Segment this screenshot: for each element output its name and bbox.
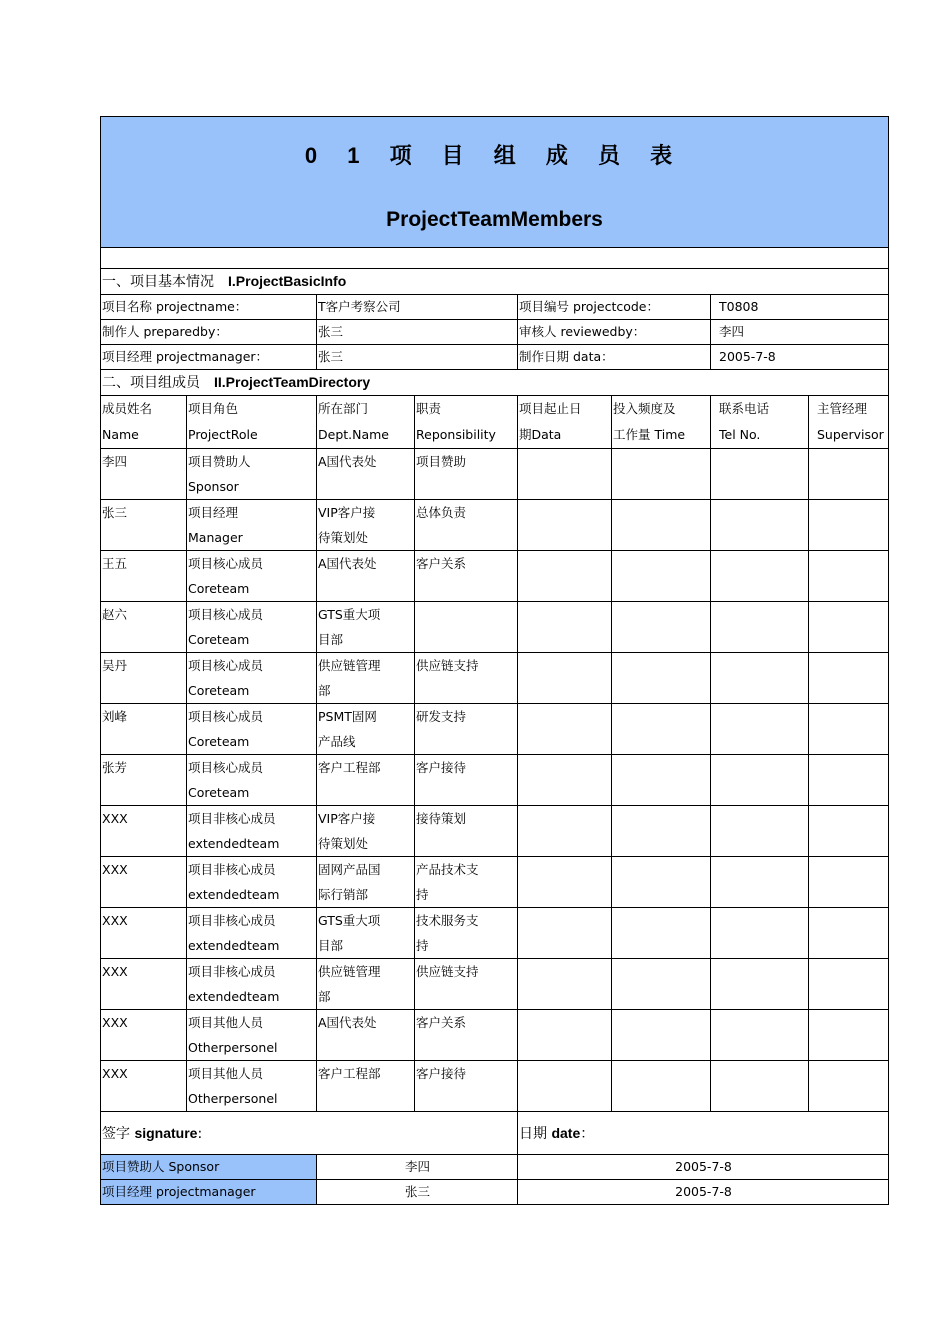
member-role	[187, 704, 317, 755]
member-time	[612, 602, 711, 653]
member-dates	[518, 1010, 612, 1061]
member-dept	[317, 857, 415, 908]
column-header	[809, 396, 889, 449]
member-resp-line: 产品技术支	[416, 862, 479, 877]
member-supervisor	[809, 908, 889, 959]
approval-row	[101, 1180, 889, 1205]
member-role-en: extendedteam	[188, 836, 280, 851]
column-header-en: ProjectRole	[188, 427, 258, 442]
member-tel	[711, 602, 809, 653]
basic-info-rows	[101, 295, 889, 370]
member-dept-line: A国代表处	[318, 556, 377, 571]
member-dept-line: 部	[318, 683, 331, 698]
member-dept-line: VIP客户接	[318, 811, 376, 826]
member-role	[187, 449, 317, 500]
member-role-en: Coreteam	[188, 581, 250, 596]
info-value: 张三	[317, 320, 518, 345]
member-dept	[317, 602, 415, 653]
column-header-en: Dept.Name	[318, 427, 390, 442]
member-dates	[518, 857, 612, 908]
member-row	[101, 908, 889, 959]
info-value: 张三	[317, 345, 518, 370]
member-resp-line: 供应链支持	[416, 658, 479, 673]
member-row	[101, 806, 889, 857]
member-role	[187, 857, 317, 908]
member-dates	[518, 602, 612, 653]
member-supervisor	[809, 806, 889, 857]
member-dates	[518, 1061, 612, 1112]
member-resp-line: 持	[416, 938, 429, 953]
member-time	[612, 551, 711, 602]
info-value: 李四	[711, 320, 889, 345]
member-responsibility	[415, 551, 518, 602]
member-resp-line: 客户接待	[416, 1066, 467, 1081]
member-time	[612, 449, 711, 500]
member-responsibility	[415, 653, 518, 704]
member-dept	[317, 908, 415, 959]
member-dept-line: 待策划处	[318, 836, 369, 851]
member-responsibility	[415, 908, 518, 959]
member-supervisor	[809, 857, 889, 908]
info-value: T0808	[711, 295, 889, 320]
member-role-cn: 项目非核心成员	[188, 964, 276, 979]
member-name: XXX	[101, 959, 187, 1010]
member-dates	[518, 959, 612, 1010]
approval-date: 2005-7-8	[518, 1180, 889, 1205]
member-dates	[518, 908, 612, 959]
directory-header-row	[101, 396, 889, 449]
section-basic-info	[101, 269, 889, 295]
member-name: XXX	[101, 806, 187, 857]
member-name: 张三	[101, 500, 187, 551]
member-supervisor	[809, 959, 889, 1010]
member-role-en: Manager	[188, 530, 243, 545]
member-responsibility	[415, 857, 518, 908]
member-supervisor	[809, 704, 889, 755]
column-header-en: Supervisor	[817, 427, 884, 442]
approval-rows	[101, 1155, 889, 1205]
column-header-cn: 投入频度及	[613, 401, 676, 416]
member-resp-line: 供应链支持	[416, 964, 479, 979]
column-header-cn: 主管经理	[817, 401, 868, 416]
approval-label: 项目赞助人 Sponsor	[101, 1155, 317, 1180]
date-label-en: date	[551, 1124, 581, 1141]
member-time	[612, 755, 711, 806]
member-supervisor	[809, 1061, 889, 1112]
date-cell	[518, 1112, 889, 1155]
member-role	[187, 908, 317, 959]
basic-info-row	[101, 345, 889, 370]
info-value: T客户考察公司	[317, 295, 518, 320]
member-supervisor	[809, 1010, 889, 1061]
member-resp-line: 总体负责	[416, 505, 467, 520]
member-tel	[711, 704, 809, 755]
member-dept-line: 供应链管理	[318, 658, 381, 673]
info-label: 项目经理 projectmanager：	[101, 345, 317, 370]
member-dept	[317, 1010, 415, 1061]
member-row	[101, 653, 889, 704]
signature-suffix: :	[197, 1125, 203, 1142]
member-tel	[711, 551, 809, 602]
member-dates	[518, 449, 612, 500]
member-name: 刘峰	[101, 704, 187, 755]
member-time	[612, 704, 711, 755]
member-dept-line: 客户工程部	[318, 760, 381, 775]
member-role-en: Coreteam	[188, 734, 250, 749]
member-role-cn: 项目经理	[188, 505, 239, 520]
member-responsibility	[415, 704, 518, 755]
member-dept-line: GTS重大项	[318, 913, 381, 928]
member-row	[101, 704, 889, 755]
member-tel	[711, 755, 809, 806]
member-role-en: extendedteam	[188, 989, 280, 1004]
member-role-cn: 项目赞助人	[188, 454, 251, 469]
member-dept-line: 客户工程部	[318, 1066, 381, 1081]
member-supervisor	[809, 551, 889, 602]
member-role-cn: 项目其他人员	[188, 1066, 264, 1081]
member-tel	[711, 857, 809, 908]
column-header-en: Name	[102, 427, 139, 442]
member-row	[101, 1061, 889, 1112]
member-role-cn: 项目非核心成员	[188, 913, 276, 928]
member-dept-line: 产品线	[318, 734, 356, 749]
member-dept-line: 目部	[318, 632, 344, 647]
member-responsibility	[415, 806, 518, 857]
member-role-cn: 项目核心成员	[188, 658, 264, 673]
member-responsibility	[415, 959, 518, 1010]
member-dept-line: 待策划处	[318, 530, 369, 545]
column-header-cn: 项目角色	[188, 401, 239, 416]
member-role-en: extendedteam	[188, 887, 280, 902]
member-role	[187, 959, 317, 1010]
member-name: 李四	[101, 449, 187, 500]
member-dates	[518, 755, 612, 806]
member-role	[187, 551, 317, 602]
member-resp-line: 接待策划	[416, 811, 467, 826]
member-role-en: Otherpersonel	[188, 1040, 278, 1055]
approval-row	[101, 1155, 889, 1180]
member-dept	[317, 806, 415, 857]
member-role-cn: 项目核心成员	[188, 556, 264, 571]
column-header-cn: 职责	[416, 401, 442, 416]
spacer-row	[101, 248, 889, 269]
member-dept	[317, 449, 415, 500]
member-dept	[317, 755, 415, 806]
member-dept	[317, 1061, 415, 1112]
member-row	[101, 755, 889, 806]
member-role-en: extendedteam	[188, 938, 280, 953]
approval-name: 张三	[317, 1180, 518, 1205]
column-header-en: Reponsibility	[416, 427, 496, 442]
member-time	[612, 1061, 711, 1112]
member-name: XXX	[101, 908, 187, 959]
info-value: 2005-7-8	[711, 345, 889, 370]
member-responsibility	[415, 602, 518, 653]
member-name: 张芳	[101, 755, 187, 806]
column-header-en: Tel No.	[719, 427, 761, 442]
member-dept-line: 部	[318, 989, 331, 1004]
member-row	[101, 602, 889, 653]
member-tel	[711, 959, 809, 1010]
title-en: ProjectTeamMembers	[386, 208, 603, 231]
member-resp-line: 项目赞助	[416, 454, 467, 469]
member-role-en: Sponsor	[188, 479, 239, 494]
member-dates	[518, 500, 612, 551]
member-dates	[518, 653, 612, 704]
member-tel	[711, 806, 809, 857]
approval-label: 项目经理 projectmanager	[101, 1180, 317, 1205]
column-header	[187, 396, 317, 449]
member-name: XXX	[101, 1010, 187, 1061]
member-resp-line: 客户关系	[416, 556, 467, 571]
member-row	[101, 551, 889, 602]
member-dept-line: GTS重大项	[318, 607, 381, 622]
column-header-en: 工作量 Time	[613, 427, 686, 442]
section-directory-en: II.ProjectTeamDirectory	[214, 374, 371, 390]
member-dept-line: PSMT固网	[318, 709, 377, 724]
member-supervisor	[809, 500, 889, 551]
basic-info-row	[101, 320, 889, 345]
column-header	[711, 396, 809, 449]
member-role-en: Coreteam	[188, 683, 250, 698]
approval-name: 李四	[317, 1155, 518, 1180]
member-resp-line: 客户关系	[416, 1015, 467, 1030]
member-dept-line: 固网产品国	[318, 862, 381, 877]
member-dept-line: 际行销部	[318, 887, 369, 902]
column-header	[612, 396, 711, 449]
column-header	[317, 396, 415, 449]
member-dates	[518, 704, 612, 755]
member-time	[612, 1010, 711, 1061]
member-resp-line: 持	[416, 887, 429, 902]
member-dept	[317, 959, 415, 1010]
date-suffix: ：	[580, 1125, 595, 1142]
member-responsibility	[415, 1061, 518, 1112]
member-role-en: Coreteam	[188, 632, 250, 647]
member-role-cn: 项目核心成员	[188, 709, 264, 724]
member-responsibility	[415, 755, 518, 806]
member-resp-line: 技术服务支	[416, 913, 479, 928]
member-row	[101, 1010, 889, 1061]
member-dept-line: A国代表处	[318, 454, 377, 469]
section-directory	[101, 370, 889, 396]
member-role-cn: 项目核心成员	[188, 760, 264, 775]
column-header-cn: 项目起止日	[519, 401, 582, 416]
signature-cell	[101, 1112, 518, 1155]
member-dates	[518, 551, 612, 602]
member-dept-line: 供应链管理	[318, 964, 381, 979]
member-time	[612, 806, 711, 857]
member-supervisor	[809, 755, 889, 806]
member-name: 王五	[101, 551, 187, 602]
column-header	[101, 396, 187, 449]
member-resp-line: 研发支持	[416, 709, 467, 724]
member-role	[187, 500, 317, 551]
member-tel	[711, 653, 809, 704]
member-time	[612, 500, 711, 551]
team-members-sheet	[100, 116, 888, 1205]
member-role	[187, 806, 317, 857]
member-name: XXX	[101, 857, 187, 908]
member-time	[612, 857, 711, 908]
title-cn: 0 1 项 目 组 成 员 表	[304, 143, 685, 168]
title-banner	[101, 117, 889, 248]
member-role-cn: 项目非核心成员	[188, 811, 276, 826]
member-dept-line: VIP客户接	[318, 505, 376, 520]
member-role-cn: 项目其他人员	[188, 1015, 264, 1030]
member-supervisor	[809, 653, 889, 704]
column-header-cn: 联系电话	[719, 401, 770, 416]
info-label: 项目编号 projectcode：	[518, 295, 711, 320]
member-role-en: Coreteam	[188, 785, 250, 800]
member-tel	[711, 1061, 809, 1112]
member-row	[101, 857, 889, 908]
member-row	[101, 449, 889, 500]
member-dept	[317, 500, 415, 551]
member-resp-line: 客户接待	[416, 760, 467, 775]
signature-label-cn: 签字	[102, 1125, 130, 1142]
member-row	[101, 959, 889, 1010]
member-role	[187, 755, 317, 806]
section-basic-info-cn: 一、项目基本情况	[102, 274, 214, 290]
member-time	[612, 959, 711, 1010]
signature-row	[101, 1112, 889, 1155]
member-role-en: Otherpersonel	[188, 1091, 278, 1106]
member-role-cn: 项目核心成员	[188, 607, 264, 622]
member-role-cn: 项目非核心成员	[188, 862, 276, 877]
member-dept	[317, 551, 415, 602]
member-tel	[711, 500, 809, 551]
team-members-table	[100, 116, 889, 1205]
member-dates	[518, 806, 612, 857]
signature-label-en: signature	[134, 1124, 198, 1141]
member-responsibility	[415, 1010, 518, 1061]
info-label: 审核人 reviewedby：	[518, 320, 711, 345]
date-label-cn: 日期	[519, 1125, 547, 1142]
member-time	[612, 653, 711, 704]
member-role	[187, 653, 317, 704]
column-header-cn: 所在部门	[318, 401, 369, 416]
member-name: 吴丹	[101, 653, 187, 704]
member-role	[187, 1010, 317, 1061]
member-role	[187, 1061, 317, 1112]
info-label: 制作日期 data：	[518, 345, 711, 370]
section-basic-info-en: I.ProjectBasicInfo	[228, 273, 347, 289]
member-dept-line: 目部	[318, 938, 344, 953]
member-tel	[711, 908, 809, 959]
member-tel	[711, 1010, 809, 1061]
member-role	[187, 602, 317, 653]
member-name: 赵六	[101, 602, 187, 653]
member-dept	[317, 653, 415, 704]
column-header-en: 期Data	[519, 427, 562, 442]
member-time	[612, 908, 711, 959]
member-tel	[711, 449, 809, 500]
info-label: 项目名称 projectname：	[101, 295, 317, 320]
column-header-cn: 成员姓名	[102, 401, 153, 416]
column-header	[518, 396, 612, 449]
member-supervisor	[809, 602, 889, 653]
column-header	[415, 396, 518, 449]
basic-info-row	[101, 295, 889, 320]
member-rows	[101, 449, 889, 1112]
member-row	[101, 500, 889, 551]
member-dept-line: A国代表处	[318, 1015, 377, 1030]
member-responsibility	[415, 449, 518, 500]
member-name: XXX	[101, 1061, 187, 1112]
member-supervisor	[809, 449, 889, 500]
member-responsibility	[415, 500, 518, 551]
section-directory-cn: 二、项目组成员	[102, 375, 200, 391]
member-dept	[317, 704, 415, 755]
approval-date: 2005-7-8	[518, 1155, 889, 1180]
info-label: 制作人 preparedby：	[101, 320, 317, 345]
